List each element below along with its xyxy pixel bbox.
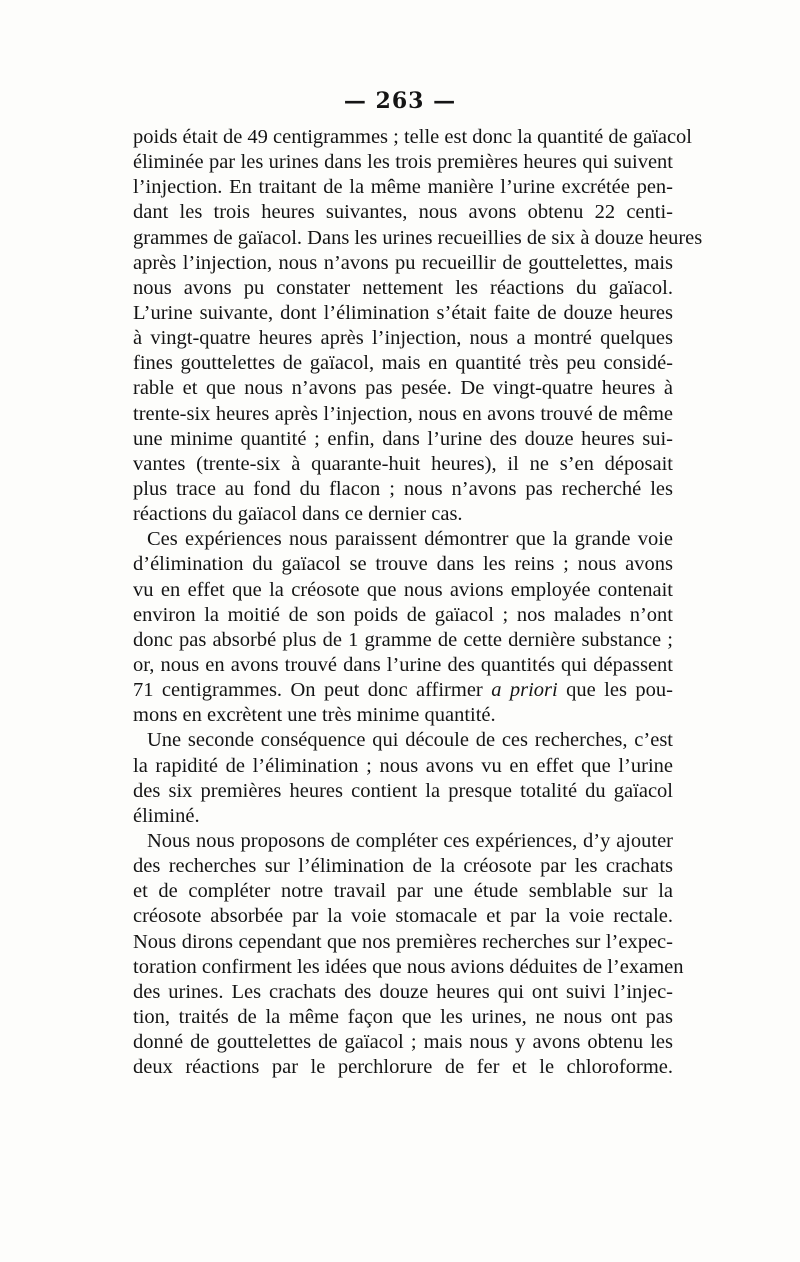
- text-line: des urines. Les crachats des douze heures qui ont suivi l’injec-: [133, 980, 673, 1003]
- text-line: trente-six heures après l’injection, nous en avons trouvé de même: [133, 402, 673, 425]
- text-line: grammes de gaïacol. Dans les urines recueillies de six à douze heures: [133, 226, 703, 249]
- text-line: environ la moitié de son poids de gaïacol ; nos malades n’ont: [133, 603, 673, 626]
- text-line: réactions du gaïacol dans ce dernier cas.: [133, 503, 463, 526]
- text-line: plus trace au fond du flacon ; nous n’avons pas recherché les: [133, 477, 673, 500]
- text-line: tion, traités de la même façon que les urines, ne nous ont pas: [133, 1005, 673, 1028]
- text-line: vu en effet que la créosote que nous avions employée contenait: [133, 578, 673, 601]
- text-line: Ces expériences nous paraissent démontrer que la grande voie: [147, 528, 673, 551]
- text-line: rable et que nous n’avons pas pesée. De vingt-quatre heures à: [133, 377, 673, 400]
- text-line: Une seconde conséquence qui découle de ces recherches, c’est: [147, 729, 673, 752]
- text-line: 71 centigrammes. On peut donc affirmer a priori que les pou-: [133, 679, 673, 702]
- body-text: [133, 125, 703, 1080]
- italic-phrase: a priori: [491, 679, 558, 702]
- text-line: des six premières heures contient la presque totalité du gaïacol: [133, 779, 673, 802]
- text-line: Nous nous proposons de compléter ces expériences, d’y ajouter: [147, 829, 673, 852]
- text-line: des recherches sur l’élimination de la créosote par les crachats: [133, 855, 673, 878]
- text-line: éliminé.: [133, 804, 200, 827]
- text-line: donné de gouttelettes de gaïacol ; mais nous y avons obtenu les: [133, 1031, 673, 1054]
- text-line: après l’injection, nous n’avons pu recueillir de gouttelettes, mais: [133, 251, 673, 274]
- text-line: mons en excrètent une très minime quantité.: [133, 704, 496, 727]
- text-line: dant les trois heures suivantes, nous avons obtenu 22 centi-: [133, 201, 673, 224]
- text-line: une minime quantité ; enfin, dans l’urine des douze heures sui-: [133, 427, 673, 450]
- page-number: — 263 —: [343, 88, 457, 114]
- text-line: vantes (trente-six à quarante-huit heures), il ne s’en déposait: [133, 452, 673, 475]
- paragraph: [133, 527, 673, 728]
- text-line: L’urine suivante, dont l’élimination s’était faite de douze heures: [133, 301, 673, 324]
- text-line: Nous dirons cependant que nos premières recherches sur l’expec-: [133, 930, 673, 953]
- text-line: la rapidité de l’élimination ; nous avons vu en effet que l’urine: [133, 754, 673, 777]
- text-line: or, nous en avons trouvé dans l’urine des quantités qui dépassent: [133, 653, 673, 676]
- text-line: l’injection. En traitant de la même manière l’urine excrétée pen-: [133, 176, 673, 199]
- paragraph: [133, 829, 684, 1080]
- text-line: créosote absorbée par la voie stomacale et par la voie rectale.: [133, 905, 673, 928]
- paragraph: [133, 728, 673, 829]
- text-line: d’élimination du gaïacol se trouve dans les reins ; nous avons: [133, 553, 673, 576]
- text-line: deux réactions par le perchlorure de fer et le chloroforme.: [133, 1056, 673, 1079]
- paragraph: [133, 125, 703, 527]
- text-line: et de compléter notre travail par une étude semblable sur la: [133, 880, 673, 903]
- text-line: éliminée par les urines dans les trois premières heures qui suivent: [133, 151, 673, 174]
- text-line: donc pas absorbé plus de 1 gramme de cette dernière substance ;: [133, 628, 673, 651]
- text-line: fines gouttelettes de gaïacol, mais en quantité très peu considé-: [133, 352, 673, 375]
- text-line: nous avons pu constater nettement les réactions du gaïacol.: [133, 276, 673, 299]
- text-line: poids était de 49 centigrammes ; telle est donc la quantité de gaïacol: [133, 126, 693, 148]
- text-line: à vingt-quatre heures après l’injection, nous a montré quelques: [133, 327, 673, 350]
- text-line: toration confirment les idées que nous avions déduites de l’examen: [133, 955, 684, 978]
